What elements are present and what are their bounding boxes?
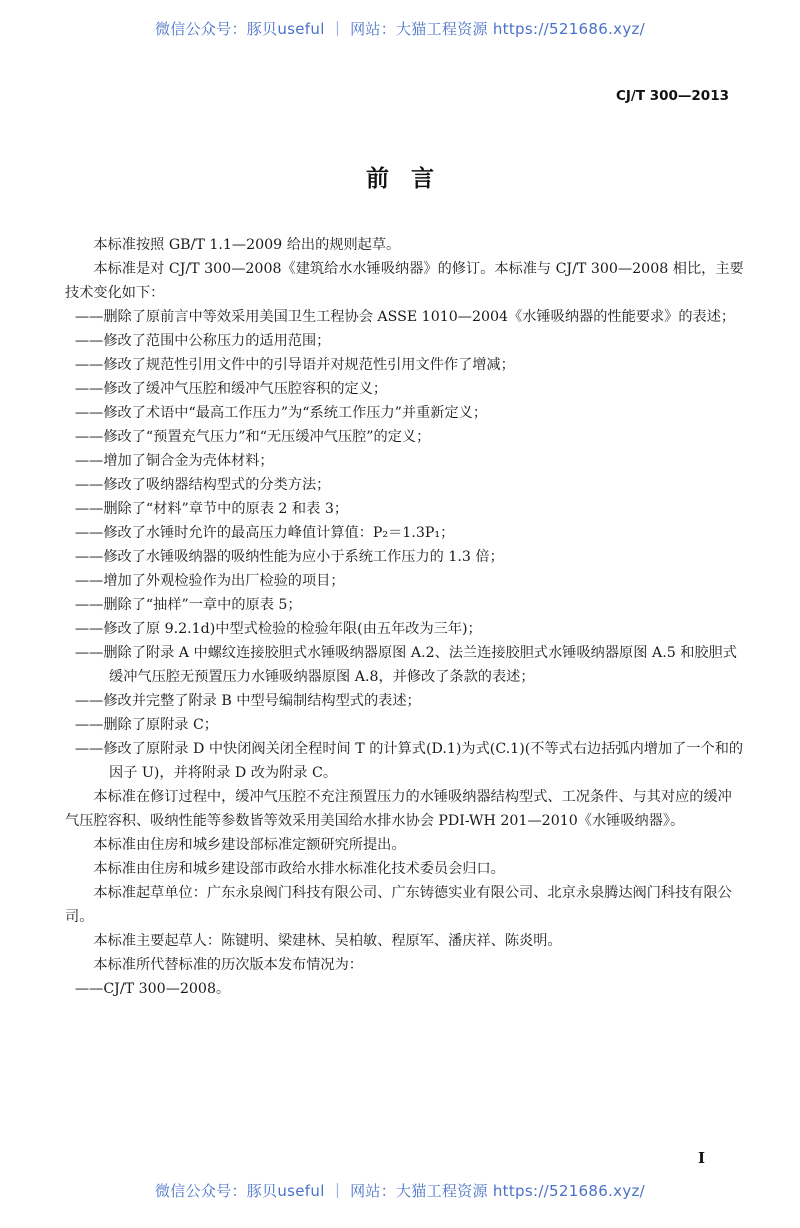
document-body xyxy=(65,233,745,1001)
paragraph-equivalence: 本标准在修订过程中，缓冲气压腔不充注预置压力的水锤吸纳器结构型式、工况条件、与其对应的缓冲气压腔容积、吸纳性能等参数皆等效采用美国给水排水协会 PDI-WH 201—2010《水锤吸纳器》。 xyxy=(65,789,732,829)
change-item: ——修改了范围中公称压力的适用范围； xyxy=(74,333,331,349)
paragraph-history: 本标准所代替标准的历次版本发布情况为： xyxy=(93,957,363,973)
change-item: ——修改了缓冲气压腔和缓冲气压腔容积的定义； xyxy=(74,381,388,397)
change-item: ——修改了“预置充气压力”和“无压缓冲气压腔”的定义； xyxy=(74,429,431,445)
change-item: ——修改了水锤吸纳器的吸纳性能为应小于系统工作压力的 1.3 倍； xyxy=(74,549,504,565)
change-item: ——删除了“材料”章节中的原表 2 和表 3； xyxy=(74,501,349,517)
change-item: ——增加了铜合金为壳体材料； xyxy=(74,453,274,469)
paragraph-proposer: 本标准由住房和城乡建设部标准定额研究所提出。 xyxy=(93,837,406,853)
change-item: ——修改了原附录 D 中快闭阀关闭全程时间 T 的计算式(D.1)为式(C.1)(不等式右边括弧内增加了一个和的因子 U)，并将附录 D 改为附录 C。 xyxy=(74,741,744,781)
change-item: ——删除了原前言中等效采用美国卫生工程协会 ASSE 1010—2004《水锤吸纳器的性能要求》的表述； xyxy=(74,309,736,325)
paragraph-drafting-rules: 本标准按照 GB/T 1.1—2009 给出的规则起草。 xyxy=(93,237,401,253)
document-code: CJ/T 300—2013 xyxy=(615,88,729,104)
change-item: ——修改了水锤时允许的最高压力峰值计算值：P₂＝1.3P₁； xyxy=(74,525,455,541)
change-item: ——增加了外观检验作为出厂检验的项目； xyxy=(74,573,345,589)
change-item: ——删除了附录 A 中螺纹连接胶胆式水锤吸纳器原图 A.2、法兰连接胶胆式水锤吸纳器原图 A.5 和胶胆式缓冲气压腔无预置压力水锤吸纳器原图 A.8，并修改了条款的表述； xyxy=(74,645,737,685)
history-item: ——CJ/T 300—2008。 xyxy=(74,981,231,997)
change-item: ——删除了“抽样”一章中的原表 5； xyxy=(74,597,302,613)
change-item: ——修改了吸纳器结构型式的分类方法； xyxy=(74,477,331,493)
change-item: ——删除了原附录 C； xyxy=(74,717,218,733)
change-item: ——修改了术语中“最高工作压力”为“系统工作压力”并重新定义； xyxy=(74,405,488,421)
change-item: ——修改并完整了附录 B 中型号编制结构型式的表述； xyxy=(74,693,421,709)
watermark-top: 微信公众号：豚贝useful ｜ 网站：大猫工程资源 https://521686.xyz/ xyxy=(154,20,646,38)
page-title: 前言 xyxy=(366,166,456,192)
paragraph-drafters: 本标准主要起草人：陈键明、梁建林、吴柏敏、程原军、潘庆祥、陈炎明。 xyxy=(93,933,562,949)
page-number: I xyxy=(697,1149,705,1167)
paragraph-committee: 本标准由住房和城乡建设部市政给水排水标准化技术委员会归口。 xyxy=(93,861,505,877)
change-item: ——修改了原 9.2.1d)中型式检验的检验年限(由五年改为三年)； xyxy=(74,621,482,637)
paragraph-revision-intro: 本标准是对 CJ/T 300—2008《建筑给水水锤吸纳器》的修订。本标准与 CJ/T 300—2008 相比，主要技术变化如下： xyxy=(65,261,744,301)
paragraph-drafting-units: 本标准起草单位：广东永泉阀门科技有限公司、广东铸德实业有限公司、北京永泉腾达阀门科技有限公司。 xyxy=(65,885,732,925)
change-item: ——修改了规范性引用文件中的引导语并对规范性引用文件作了增减； xyxy=(74,357,515,373)
watermark-bottom: 微信公众号：豚贝useful ｜ 网站：大猫工程资源 https://521686.xyz/ xyxy=(154,1182,646,1200)
